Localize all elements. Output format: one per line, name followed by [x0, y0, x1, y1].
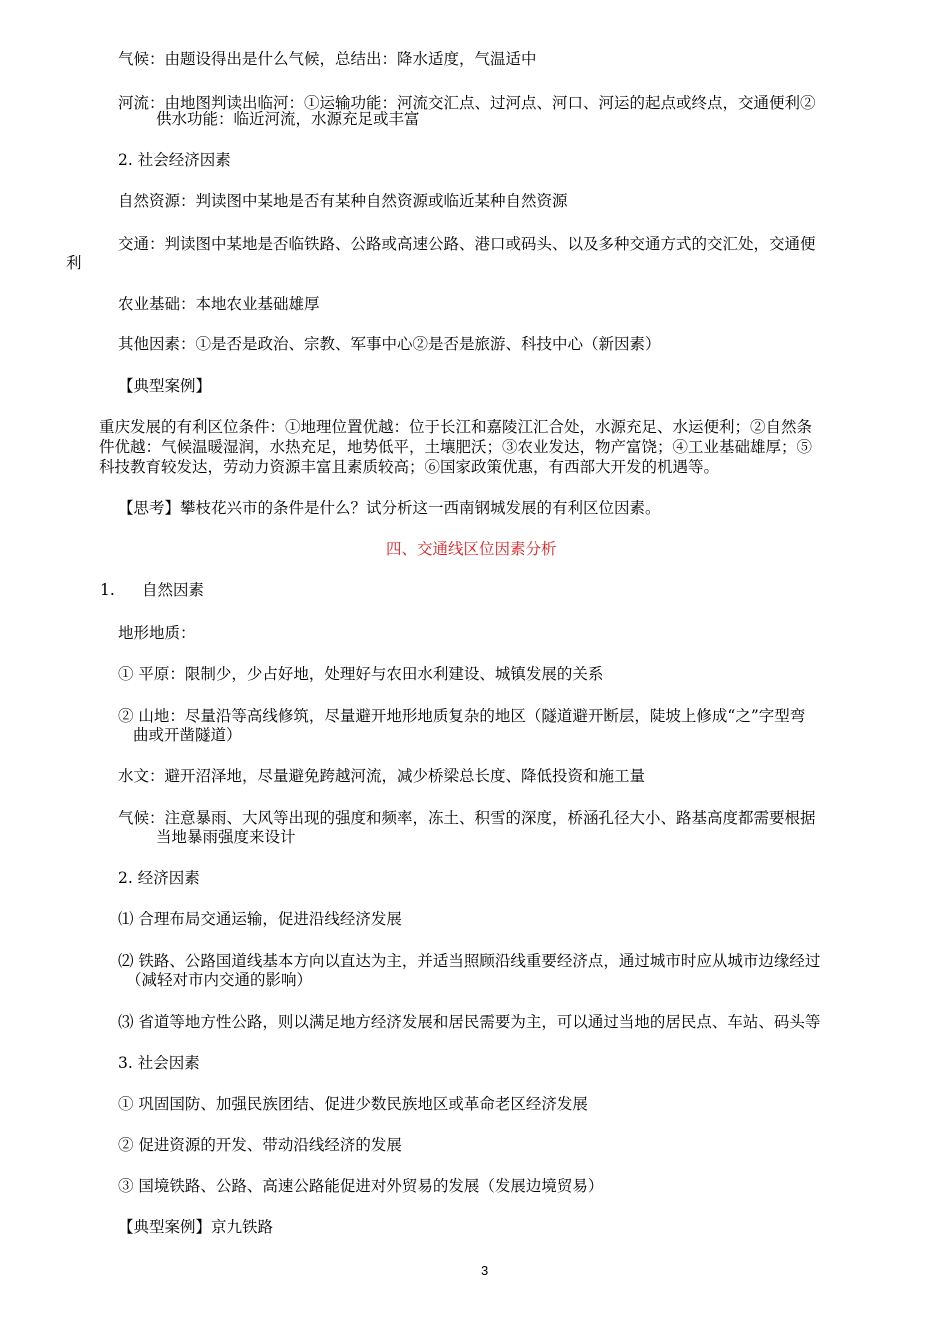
economic-item-3: ⑶ 省道等地方性公路，则以满足地方经济发展和居民需要为主，可以通过当地的居民点、车站、码头等 — [118, 1013, 821, 1031]
terrain-label: 地形地质： — [118, 624, 196, 642]
section-title: 四、交通线区位因素分析 — [386, 540, 557, 558]
hydrology-line: 水文：避开沼泽地，尽量避免跨越河流，减少桥梁总长度、降低投资和施工量 — [118, 767, 646, 785]
climate-line: 气候：由题设得出是什么气候，总结出：降水适度，气温适中 — [118, 50, 537, 68]
social-item-1: ① 巩固国防、加强民族团结、促进少数民族地区或革命老区经济发展 — [118, 1095, 588, 1113]
economic-item-2-line-1: ⑵ 铁路、公路国道线基本方向以直达为主，并适当照顾沿线重要经济点，通过城市时应从城市边缘经过 — [118, 952, 821, 970]
social-heading: 3. 社会因素 — [118, 1054, 200, 1072]
chongqing-line-2: 件优越：气候温暖湿润，水热充足，地势低平，土壤肥沃；③农业发达，物产富饶；④工业基础雄厚；⑤ — [99, 438, 813, 456]
weather-line-2: 当地暴雨强度来设计 — [156, 828, 296, 846]
transport-line-2: 利 — [66, 254, 82, 272]
page-number: 3 — [481, 1263, 489, 1278]
other-factors-line: 其他因素：①是否是政治、宗教、军事中心②是否是旅游、科技中心（新因素） — [118, 335, 661, 353]
natural-factors-heading: 自然因素 — [142, 581, 205, 599]
mountain-line-1: ② 山地：尽量沿等高线修筑，尽量避开地形地质复杂的地区（隧道避开断层，陡坡上修成“之”字型弯 — [118, 707, 806, 725]
transport-line-1: 交通：判读图中某地是否临铁路、公路或高速公路、港口或码头、以及多种交通方式的交汇处，交通便 — [118, 235, 816, 253]
river-line-1: 河流：由地图判读出临河：①运输功能：河流交汇点、过河点、河口、河运的起点或终点，交通便利② — [118, 94, 816, 112]
weather-line-1: 气候：注意暴雨、大风等出现的强度和频率，冻土、积雪的深度，桥涵孔径大小、路基高度都需要根据 — [118, 809, 816, 827]
economic-heading: 2. 经济因素 — [118, 869, 200, 887]
agriculture-line: 农业基础：本地农业基础雄厚 — [118, 295, 320, 313]
plain-line: ① 平原：限制少，少占好地，处理好与农田水利建设、城镇发展的关系 — [118, 665, 604, 683]
economic-item-1: ⑴ 合理布局交通运输，促进沿线经济发展 — [118, 910, 402, 928]
natural-factors-number: 1. — [100, 581, 115, 599]
mountain-line-2: 曲或开凿隧道） — [133, 726, 242, 744]
case-heading: 【典型案例】 — [118, 377, 212, 395]
natural-resources-line: 自然资源：判读图中某地是否有某种自然资源或临近某种自然资源 — [118, 192, 568, 210]
river-line-2: 供水功能：临近河流，水源充足或丰富 — [156, 110, 420, 128]
think-line: 【思考】攀枝花兴市的条件是什么？试分析这一西南钢城发展的有利区位因素。 — [118, 499, 661, 517]
chongqing-line-1: 重庆发展的有利区位条件：①地理位置优越：位于长江和嘉陵江汇合处，水源充足、水运便利；②自然条 — [99, 418, 813, 436]
social-economic-heading: 2. 社会经济因素 — [118, 151, 231, 169]
economic-item-2-line-2: （减轻对市内交通的影响） — [126, 971, 313, 989]
case-railway-line: 【典型案例】京九铁路 — [118, 1218, 274, 1236]
social-item-3: ③ 国境铁路、公路、高速公路能促进对外贸易的发展（发展边境贸易） — [118, 1177, 604, 1195]
social-item-2: ② 促进资源的开发、带动沿线经济的发展 — [118, 1136, 402, 1154]
chongqing-line-3: 科技教育较发达，劳动力资源丰富且素质较高；⑥国家政策优惠，有西部大开发的机遇等。 — [99, 458, 720, 476]
